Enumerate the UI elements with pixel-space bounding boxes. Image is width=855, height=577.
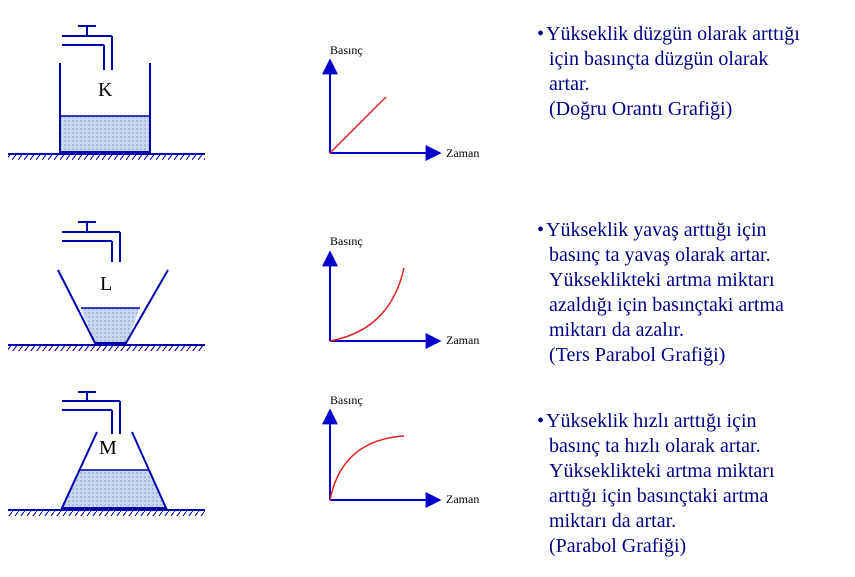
container-label-l: L: [100, 273, 113, 295]
ylabel-l: Basınç: [330, 234, 363, 248]
container-k: [8, 26, 205, 160]
description-m-line-5: miktarı da artar.: [549, 510, 677, 532]
description-l-line-2: basınç ta yavaş olarak artar.: [549, 244, 771, 266]
container-label-k: K: [98, 79, 113, 101]
xlabel-l: Zaman: [446, 333, 480, 347]
curve-l: [330, 268, 404, 341]
description-m-line-4: arttığı için basınçtaki artma: [549, 485, 769, 507]
description-k-line-1: Yükseklik düzgün olarak arttığı: [546, 23, 800, 45]
description-m: [537, 409, 852, 559]
bullet-k: •: [537, 23, 545, 45]
description-l-line-1: Yükseklik yavaş arttığı için: [546, 219, 767, 241]
curve-m: [330, 436, 404, 500]
ylabel-k: Basınç: [330, 43, 363, 57]
graph-m: [330, 393, 479, 506]
liquid-k: [60, 116, 150, 152]
container-label-m: M: [99, 437, 117, 459]
ground-hatch-m: [8, 510, 205, 516]
description-m-line-3: Yükseklikteki artma miktarı: [549, 460, 775, 482]
description-l-line-4: azaldığı için basınçtaki artma: [549, 294, 784, 316]
bullet-m: •: [537, 410, 545, 432]
ground-hatch-k: [8, 154, 205, 160]
faucet-m-icon: [62, 392, 120, 434]
description-l-line-3: Yükseklikteki artma miktarı: [549, 269, 775, 291]
curve-k: [330, 97, 386, 153]
description-m-line-2: basınç ta hızlı olarak artar.: [549, 435, 761, 457]
description-k-line-3: artar.: [549, 73, 590, 95]
ylabel-m: Basınç: [330, 393, 363, 407]
graph-k: [330, 43, 479, 160]
faucet-k-icon: [62, 26, 112, 70]
container-l: [8, 222, 205, 351]
graph-l: [330, 234, 479, 347]
xlabel-m: Zaman: [446, 492, 480, 506]
description-k: [537, 22, 852, 122]
description-l-line-5: miktarı da azalır.: [549, 319, 684, 341]
faucet-l-icon: [62, 222, 120, 262]
description-m-line-6: (Parabol Grafiği): [549, 535, 687, 557]
description-l: [537, 218, 852, 368]
description-m-line-1: Yükseklik hızlı arttığı için: [546, 410, 757, 432]
description-k-line-2: için basınçta düzgün olarak: [549, 48, 769, 70]
description-k-line-4: (Doğru Orantı Grafiği): [549, 98, 733, 120]
description-l-line-6: (Ters Parabol Grafiği): [549, 344, 726, 366]
liquid-l: [81, 308, 140, 343]
ground-hatch-l: [8, 345, 205, 351]
container-m: [8, 392, 205, 516]
bullet-l: •: [537, 219, 545, 241]
xlabel-k: Zaman: [446, 146, 480, 160]
